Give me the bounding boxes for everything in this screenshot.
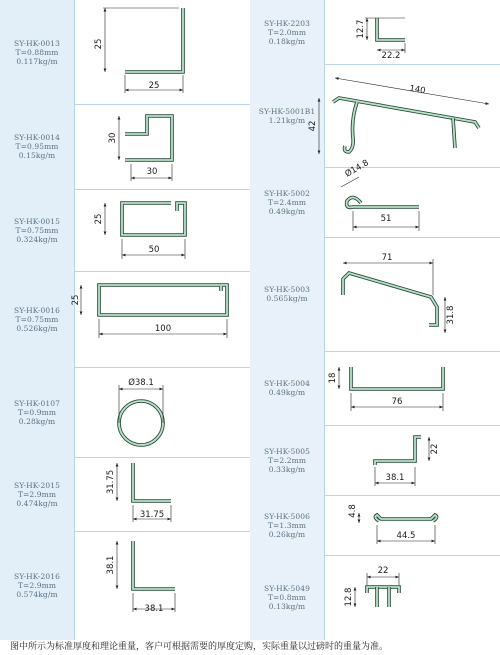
- dim-label: 38.1: [106, 555, 116, 575]
- item-code: SY-HK-0013: [13, 38, 61, 48]
- catalog-cell: [250, 351, 500, 426]
- item-label: [250, 555, 325, 640]
- dim-label: 100: [154, 324, 172, 334]
- profile-drawing: [75, 0, 250, 104]
- dim-label: 25: [71, 294, 81, 306]
- item-weight: 0.117kg/m: [16, 56, 58, 66]
- profile-drawing: [325, 555, 500, 640]
- item-weight: 0.33kg/m: [268, 464, 306, 474]
- dim-label: 30: [146, 167, 158, 177]
- profile-drawing: [75, 531, 250, 640]
- item-code: SY-HK-0015: [13, 216, 61, 226]
- dim-label: 31.75: [139, 510, 165, 520]
- item-label: [0, 104, 75, 189]
- dim-label: Ø14.8: [343, 158, 371, 180]
- item-weight: 0.26kg/m: [268, 529, 306, 539]
- item-thickness: T=0.88mm: [15, 47, 59, 57]
- item-thickness: T=2.0mm: [267, 27, 307, 37]
- item-code: SY-HK-0014: [13, 133, 61, 142]
- dim-label: 140: [408, 83, 427, 97]
- catalog-cell: [0, 367, 251, 458]
- dim-label: 25: [94, 213, 104, 225]
- catalog-cell: [250, 425, 500, 496]
- catalog-cell: [0, 104, 251, 190]
- profile-drawing: [325, 351, 500, 425]
- profile-drawing: [75, 457, 250, 531]
- dim-label: 25: [94, 38, 104, 50]
- item-weight: 1.21kg/m: [268, 115, 306, 125]
- item-code: SY-HK-5006: [263, 511, 311, 521]
- item-code: SY-HK-5003: [263, 285, 311, 294]
- item-weight: 0.574kg/m: [16, 590, 58, 599]
- item-weight: 0.28kg/m: [18, 416, 56, 426]
- item-label: [0, 457, 75, 531]
- catalog-cell: [0, 189, 251, 272]
- item-code: SY-HK-5001B1: [258, 106, 316, 116]
- item-label: [250, 425, 325, 495]
- left-column: [0, 0, 250, 640]
- dim-label: 30: [108, 132, 118, 144]
- dim-label: 4.8: [348, 504, 358, 518]
- dim-label: 50: [148, 245, 160, 255]
- dim-label: 31.8: [446, 305, 456, 325]
- dim-label: 12.8: [344, 587, 354, 607]
- item-code: SY-HK-0107: [13, 398, 61, 408]
- item-code: SY-HK-5005: [263, 446, 311, 456]
- dim-label: 38.1: [144, 604, 164, 614]
- item-thickness: T=1.3mm: [267, 520, 307, 530]
- profile-drawing: [325, 0, 500, 64]
- dim-label: 31.75: [106, 469, 116, 495]
- item-label: [250, 64, 325, 167]
- right-column: [250, 0, 500, 640]
- catalog-cell: [250, 0, 500, 65]
- dim-label: Ø38.1: [128, 378, 154, 388]
- profile-drawing: [325, 237, 500, 351]
- profile-drawing: [325, 425, 500, 495]
- item-weight: 0.526kg/m: [16, 323, 58, 333]
- catalog-cell: [0, 531, 251, 640]
- item-code: SY-HK-5002: [263, 188, 311, 198]
- dim-label: 44.5: [396, 531, 416, 541]
- item-label: [0, 271, 75, 367]
- dim-label: 22.2: [381, 51, 401, 61]
- item-weight: 0.324kg/m: [16, 234, 58, 244]
- item-weight: 0.13kg/m: [268, 602, 306, 611]
- item-code: SY-HK-5049: [263, 584, 311, 593]
- profile-drawing: [75, 104, 250, 189]
- dim-label: 25: [148, 81, 160, 91]
- dim-label: 51: [380, 214, 392, 224]
- dim-label: 22: [377, 566, 389, 576]
- item-weight: 0.15kg/m: [18, 151, 56, 160]
- item-thickness: T=0.95mm: [15, 142, 59, 151]
- item-label: [250, 351, 325, 425]
- item-label: [250, 167, 325, 237]
- item-code: SY-HK-0016: [13, 305, 61, 315]
- dim-label: 42: [308, 120, 318, 132]
- dim-label: 12.7: [356, 19, 366, 39]
- item-thickness: T=0.8mm: [267, 593, 307, 602]
- item-weight: 0.565kg/m: [266, 294, 308, 303]
- item-code: SY-HK-5004: [263, 379, 311, 388]
- catalog-cell: [0, 0, 251, 105]
- dim-label: 71: [381, 253, 393, 263]
- item-label: [0, 189, 75, 271]
- item-weight: 0.474kg/m: [16, 498, 58, 508]
- profile-drawing: [308, 64, 500, 167]
- item-weight: 0.49kg/m: [268, 388, 306, 397]
- catalog-cell: [250, 158, 500, 238]
- catalog-cell: [0, 271, 251, 368]
- dim-label: 22: [430, 443, 440, 455]
- profile-drawing: [75, 367, 250, 457]
- item-thickness: T=0.9mm: [17, 407, 57, 417]
- item-thickness: T=2.9mm: [17, 489, 57, 499]
- profile-drawing: [71, 271, 250, 367]
- item-weight: 0.18kg/m: [268, 36, 306, 46]
- item-thickness: T=2.9mm: [17, 581, 57, 590]
- profile-drawing: [325, 158, 500, 237]
- item-thickness: T=0.75mm: [15, 225, 59, 235]
- profile-drawing: [75, 189, 250, 271]
- item-thickness: T=0.75mm: [15, 314, 59, 324]
- catalog-cell: [250, 555, 500, 640]
- item-label: [250, 0, 325, 64]
- dim-label: 76: [391, 397, 403, 407]
- item-label: [250, 495, 325, 555]
- dim-label: 38.1: [385, 473, 405, 483]
- item-label: [250, 237, 325, 351]
- catalog-cell: [250, 237, 500, 352]
- profile-drawing: [325, 495, 500, 555]
- dim-label: 18: [328, 372, 338, 384]
- item-thickness: T=2.4mm: [267, 197, 307, 207]
- catalog-cell: [250, 64, 500, 168]
- item-code: SY-HK-2016: [13, 572, 61, 581]
- catalog-cell: [250, 495, 500, 556]
- item-thickness: T=2.2mm: [267, 455, 307, 465]
- item-label: [0, 531, 75, 640]
- item-label: [0, 367, 75, 457]
- item-code: SY-HK-2203: [263, 18, 311, 28]
- item-weight: 0.49kg/m: [268, 206, 306, 216]
- footer-note: 图中所示为标准厚度和理论重量，客户可根据需要的厚度定购，实际重量以过磅时的重量为准。: [10, 642, 389, 652]
- catalog-cell: [0, 457, 251, 532]
- item-code: SY-HK-2015: [13, 480, 61, 490]
- item-label: [0, 0, 75, 104]
